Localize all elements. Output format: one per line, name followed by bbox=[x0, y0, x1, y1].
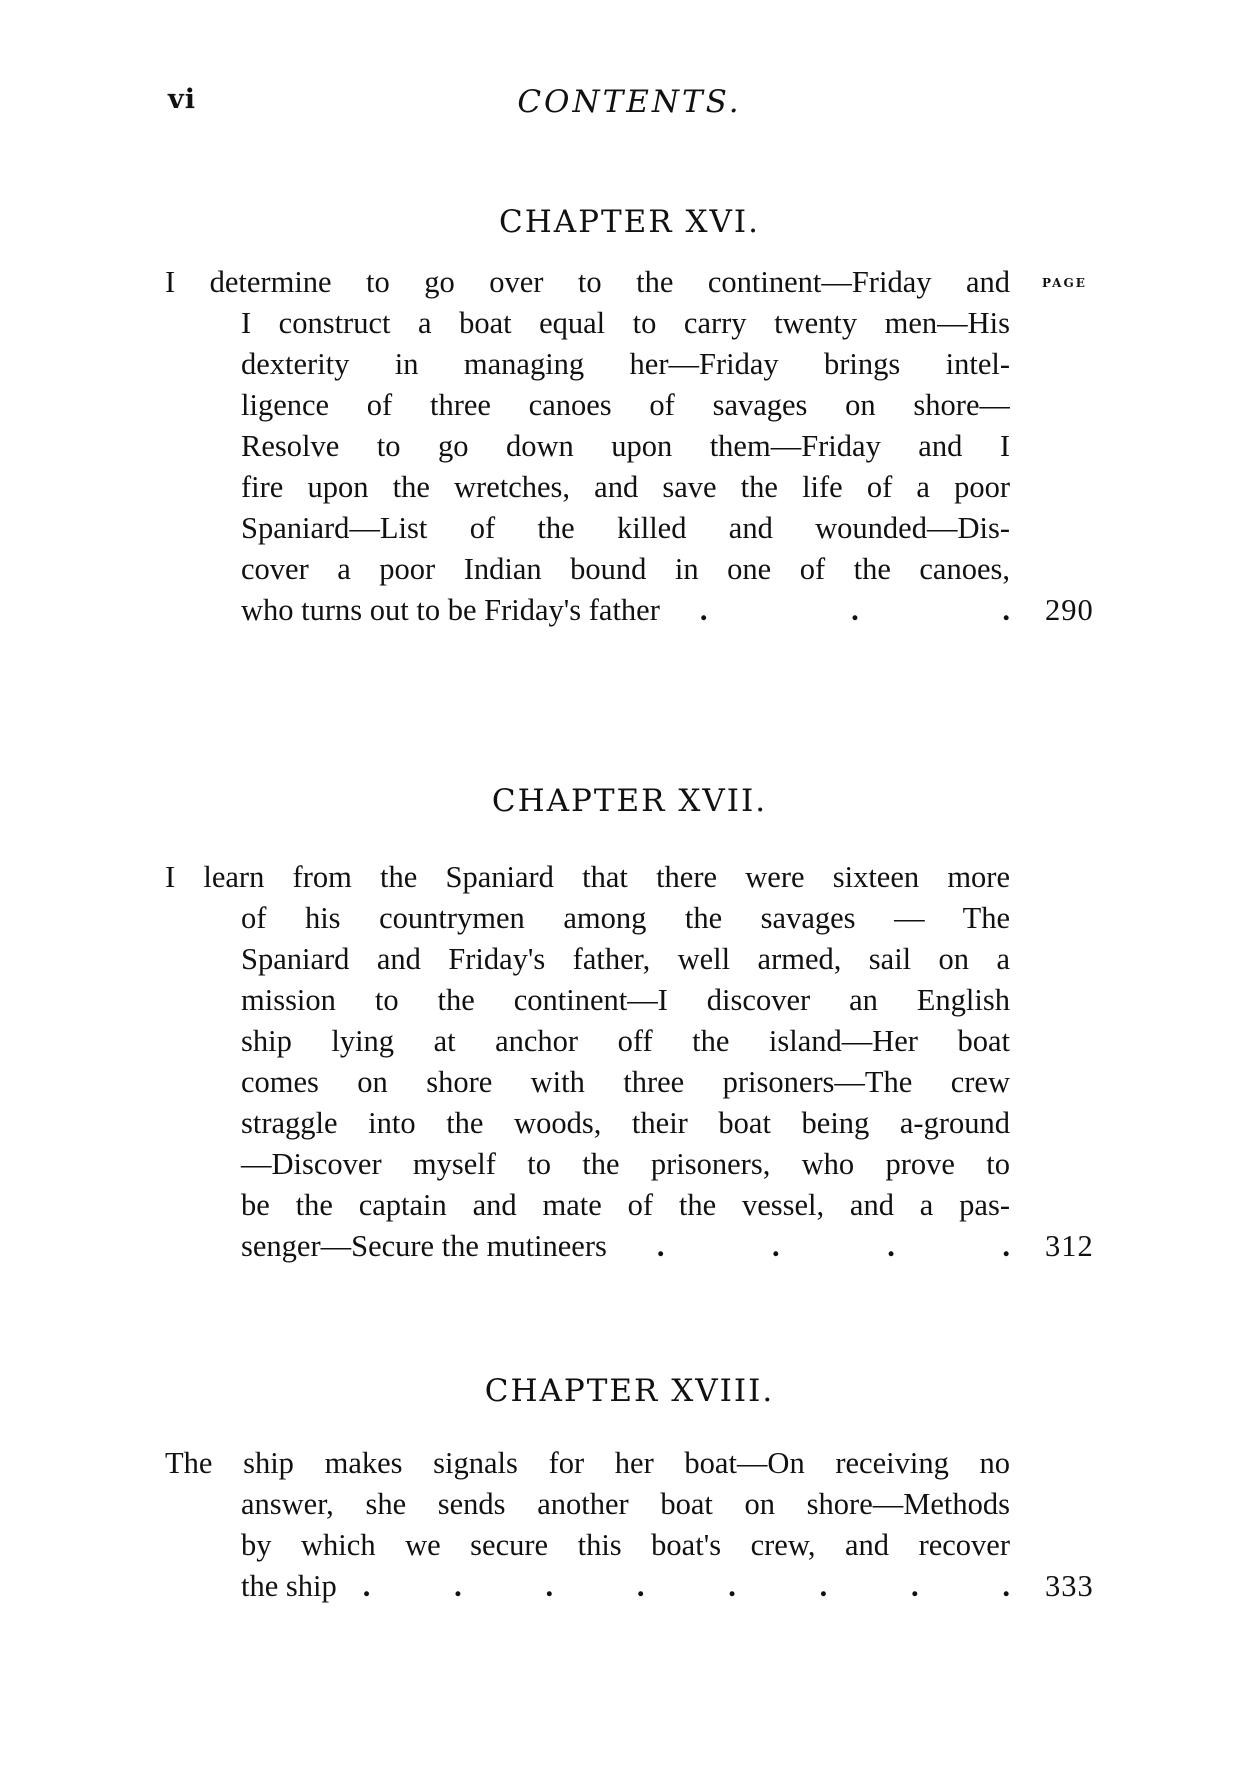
summary-last-line bbox=[165, 590, 1010, 631]
page-number-xvii: 312 bbox=[1045, 1229, 1094, 1263]
leader-dot: . bbox=[1002, 1569, 1010, 1603]
leader-dot: . bbox=[887, 1229, 895, 1263]
summary-line: of his countrymen among the savages — The bbox=[241, 901, 1010, 935]
summary-last-line bbox=[165, 1226, 1010, 1267]
leader-dot: . bbox=[636, 1569, 645, 1603]
summary-line: mission to the continent—I discover an English bbox=[241, 983, 1010, 1017]
leader-dot: . bbox=[454, 1569, 462, 1603]
chapter-heading-xvii: CHAPTER XVII. bbox=[491, 783, 768, 819]
summary-line: ligence of three canoes of savages on shore— bbox=[241, 388, 1010, 422]
leader-dot: . bbox=[1002, 1229, 1010, 1263]
leader-dot: . bbox=[362, 1569, 371, 1603]
leader-dot: . bbox=[819, 1569, 828, 1603]
summary-line: cover a poor Indian bound in one of the canoes, bbox=[241, 552, 1010, 586]
summary-line: be the captain and mate of the vessel, and a pas- bbox=[241, 1188, 1010, 1222]
summary-line: —Discover myself to the prisoners, who prove to bbox=[241, 1147, 1010, 1181]
summary-line: fire upon the wretches, and save the life of a poor bbox=[241, 470, 1010, 504]
summary-line: The ship makes signals for her boat—On receiving no bbox=[165, 1446, 1010, 1480]
summary-line: I construct a boat equal to carry twenty men—His bbox=[241, 306, 1010, 340]
page-column-label: PAGE bbox=[1042, 276, 1087, 290]
summary-last-line bbox=[165, 1566, 1010, 1607]
folio-page-number: vi bbox=[168, 84, 196, 115]
summary-line: dexterity in managing her—Friday brings intel- bbox=[241, 347, 1010, 381]
summary-line: I learn from the Spaniard that there were sixteen more bbox=[165, 860, 1010, 894]
chapter-summary-xvi bbox=[165, 262, 1010, 631]
dot-leader bbox=[700, 590, 1010, 631]
summary-line: senger—Secure the mutineers bbox=[241, 1229, 607, 1263]
leader-dot: . bbox=[772, 1229, 780, 1263]
summary-line: Spaniard and Friday's father, well armed, sail on a bbox=[241, 942, 1010, 976]
leader-dot: . bbox=[728, 1569, 736, 1603]
leader-dot: . bbox=[910, 1569, 919, 1603]
dot-leader bbox=[363, 1566, 1010, 1607]
leader-dot: . bbox=[1002, 593, 1010, 627]
summary-line: answer, she sends another boat on shore—Methods bbox=[241, 1487, 1010, 1521]
page-number-xvi: 290 bbox=[1045, 593, 1094, 627]
chapter-summary-xviii bbox=[165, 1443, 1010, 1607]
chapter-heading-xviii: CHAPTER XVIII. bbox=[484, 1373, 775, 1409]
leader-dot: . bbox=[656, 1229, 665, 1263]
chapter-summary-xvii bbox=[165, 857, 1010, 1267]
summary-line: by which we secure this boat's crew, and recover bbox=[241, 1528, 1010, 1562]
leader-dot: . bbox=[851, 593, 859, 627]
summary-line: the ship bbox=[241, 1569, 337, 1603]
chapter-heading-xvi: CHAPTER XVI. bbox=[498, 204, 761, 240]
summary-line: who turns out to be Friday's father bbox=[241, 593, 660, 627]
summary-line: straggle into the woods, their boat being a-ground bbox=[241, 1106, 1010, 1140]
page-number-xviii: 333 bbox=[1045, 1569, 1094, 1603]
summary-line: Spaniard—List of the killed and wounded—Dis- bbox=[241, 511, 1010, 545]
leader-dot: . bbox=[545, 1569, 554, 1603]
leader-dot: . bbox=[699, 593, 708, 627]
summary-line: Resolve to go down upon them—Friday and I bbox=[241, 429, 1010, 463]
summary-line: comes on shore with three prisoners—The crew bbox=[241, 1065, 1010, 1099]
summary-line: I determine to go over to the continent—Friday and bbox=[165, 265, 1010, 299]
running-head: CONTENTS. bbox=[517, 84, 742, 120]
summary-line: ship lying at anchor off the island—Her boat bbox=[241, 1024, 1010, 1058]
dot-leader bbox=[657, 1226, 1010, 1267]
